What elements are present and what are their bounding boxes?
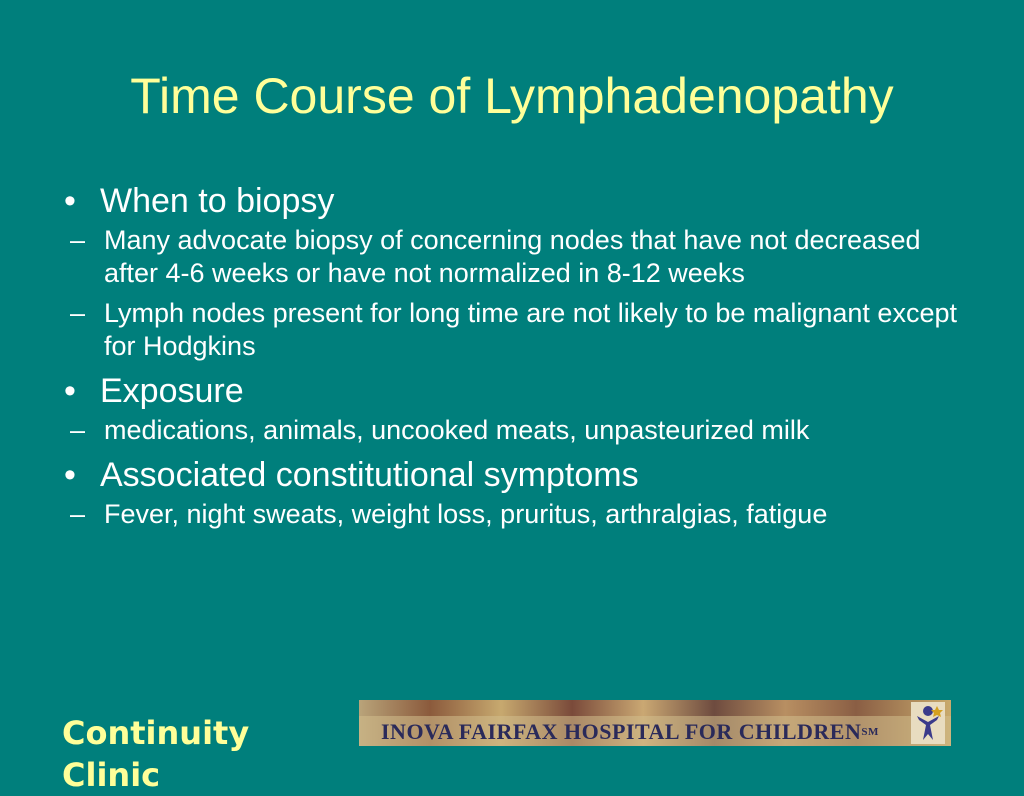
hospital-banner [359,700,951,746]
bullet-exposure [58,370,978,412]
sub-bullet-list [58,414,978,447]
sub-bullet-list [58,498,978,531]
mascot-icon [911,702,945,744]
sub-bullet-text: Lymph nodes present for long time are not likely to be malignant except for Hodgkins [104,298,957,361]
sub-bullet [58,297,978,363]
bullet-marker: • [64,372,76,410]
bullet-marker: • [64,182,76,220]
bullet-text: Exposure [100,372,244,410]
bullet-constitutional-symptoms [58,454,978,496]
sub-bullet-text: Many advocate biopsy of concerning nodes that have not decreased after 4-6 weeks or have not normalized in 8-12 weeks [104,225,921,288]
bullet-text: Associated constitutional symptoms [100,456,639,494]
dash-marker: – [70,225,86,255]
sub-bullet [58,224,978,290]
dash-marker: – [70,415,86,445]
footer-label: Continuity Clinic [62,714,250,794]
bullet-text: When to biopsy [100,182,335,220]
bullet-marker: • [64,456,76,494]
sub-bullet [58,414,978,447]
dash-marker: – [70,298,86,328]
service-mark: SM [861,726,879,738]
slide-title: Time Course of Lymphadenopathy [130,68,894,124]
dash-marker: – [70,499,86,529]
sub-bullet [58,498,978,531]
sub-bullet-text: Fever, night sweats, weight loss, pruritus, arthralgias, fatigue [104,499,828,529]
bullet-when-to-biopsy [58,180,978,222]
sub-bullet-list [58,224,978,363]
sub-bullet-text: medications, animals, uncooked meats, unpasteurized milk [104,415,810,445]
banner-name: INOVA FAIRFAX HOSPITAL FOR CHILDREN [381,719,862,744]
bullet-list [58,180,978,538]
banner-text [381,718,879,746]
